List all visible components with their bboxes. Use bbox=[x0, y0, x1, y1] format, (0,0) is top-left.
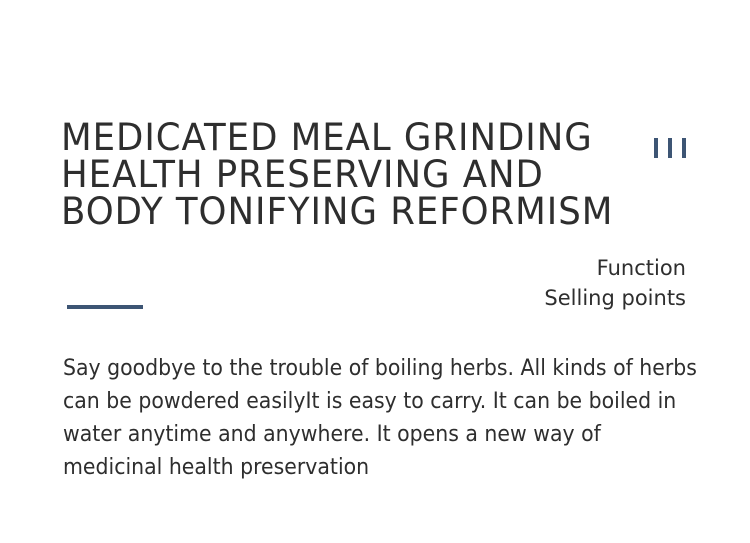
bar-mark bbox=[654, 138, 658, 158]
bar-mark bbox=[682, 138, 686, 158]
subtitle-selling-points: Selling points bbox=[544, 286, 686, 310]
description-line: Say goodbye to the trouble of boiling herbs. All kinds of herbs bbox=[63, 356, 697, 381]
headline-line: BODY TONIFYING REFORMISM bbox=[61, 190, 614, 233]
description-line: medicinal health preservation bbox=[63, 455, 370, 480]
headline bbox=[61, 116, 614, 233]
headline-line: MEDICATED MEAL GRINDING bbox=[61, 116, 593, 159]
bar-mark bbox=[668, 138, 672, 158]
description-line: can be powdered easilyIt is easy to carry. It can be boiled in bbox=[63, 389, 677, 414]
headline-line: HEALTH PRESERVING AND bbox=[61, 153, 544, 196]
description-line: water anytime and anywhere. It opens a new way of bbox=[63, 422, 601, 447]
subtitle-function: Function bbox=[596, 256, 686, 280]
section-subtitle bbox=[544, 253, 686, 313]
accent-divider bbox=[67, 305, 143, 309]
three-vertical-bars-icon bbox=[654, 138, 686, 158]
description-paragraph bbox=[63, 352, 705, 484]
